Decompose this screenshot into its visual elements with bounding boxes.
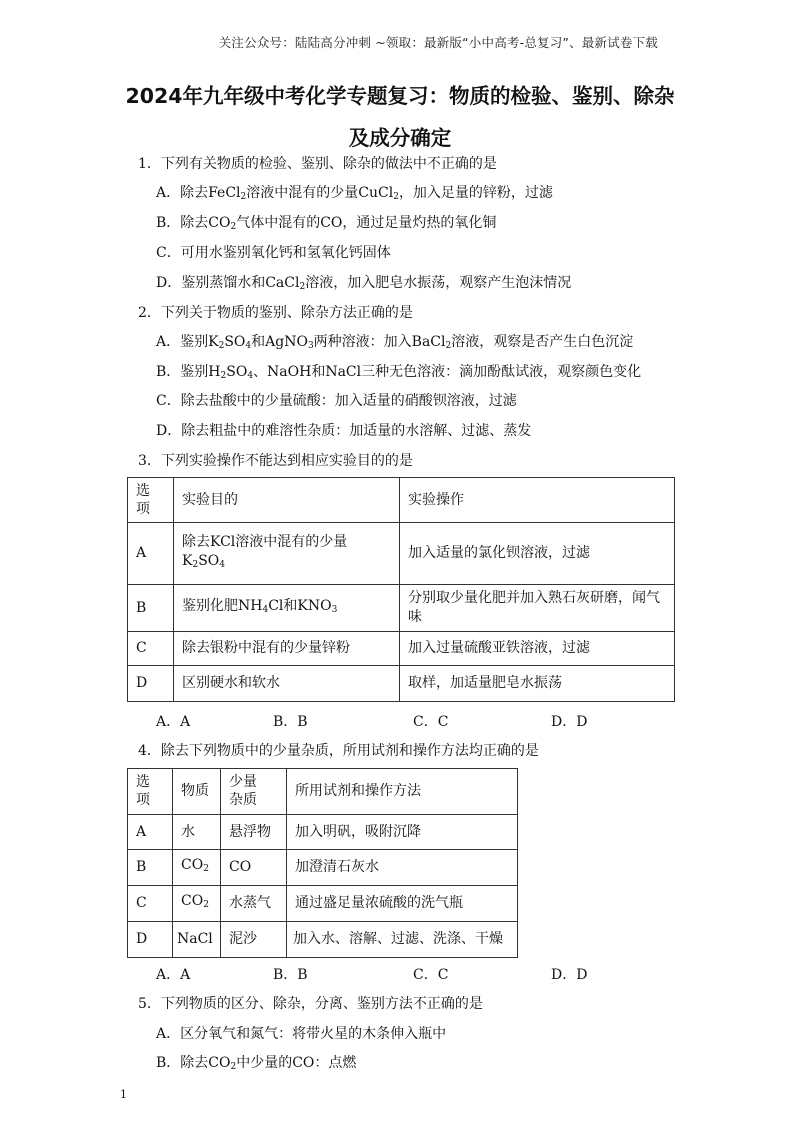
q2-option-c: C．除去盐酸中的少量硫酸：加入适量的硝酸钡溶液，过滤 — [156, 393, 517, 409]
q3-answer-a: A．A — [156, 714, 191, 730]
table-row: C $CO_2$ 水蒸气 通过盛足量浓硫酸的洗气瓶 — [128, 886, 518, 922]
page-number: 1 — [120, 1088, 127, 1101]
q4-answer-d: D．D — [551, 967, 588, 983]
question-1-stem: 1．下列有关物质的检验、鉴别、除杂的做法中不正确的是 — [138, 156, 497, 172]
header-operation: 实验操作 — [400, 478, 675, 523]
q1-option-c: C．可用水鉴别氧化钙和氢氧化钙固体 — [156, 245, 391, 261]
q5-option-a: A．区分氧气和氮气：将带火星的木条伸入瓶中 — [156, 1026, 447, 1042]
q1-option-a: A．除去FeCl$_2$溶液中混有的少量CuCl$_2$，加入足量的锌粉，过滤 — [156, 185, 553, 202]
table-row: D NaCl 泥沙 加入水、溶解、过滤、洗涤、干燥 — [128, 922, 518, 958]
question-5-stem: 5．下列物质的区分、除杂，分离、鉴别方法不正确的是 — [138, 996, 483, 1012]
page-header: 关注公众号：陆陆高分冲刺 ~领取：最新版“小中高考-总复习”、最新试卷下载 — [218, 35, 658, 50]
question-4-table — [127, 768, 518, 958]
q3-answer-d: D．D — [551, 714, 588, 730]
q1-option-d: D．鉴别蒸馏水和CaCl$_2$溶液，加入肥皂水振荡，观察产生泡沫情况 — [156, 275, 572, 292]
table-header-row — [128, 478, 675, 523]
table-row: D 区别硬水和软水 取样，加适量肥皂水振荡 — [128, 666, 675, 702]
table-row: B 鉴别化肥NH4Cl和KNO3 分别取少量化肥并加入熟石灰研磨，闻气味 — [128, 585, 675, 632]
goal-cell: 鉴别化肥NH4Cl和KNO3 — [174, 585, 400, 632]
q2-option-a: A．鉴别$K_2SO_4$和AgNO$_3$两种溶液：加入BaCl$_2$溶液，观察是否产生白色沉淀 — [156, 334, 634, 351]
q1-option-b: B．除去$CO_2$气体中混有的CO，通过足量灼热的氧化铜 — [156, 215, 497, 232]
header-goal: 实验目的 — [174, 478, 400, 523]
question-3-stem: 3．下列实验操作不能达到相应实验目的的是 — [138, 453, 413, 469]
q4-answer-b: B．B — [273, 967, 308, 983]
q5-option-b: B．除去$CO_2$中少量的CO：点燃 — [156, 1055, 357, 1072]
goal-cell: 除去KCl溶液中混有的少量 K2SO4 — [174, 523, 400, 585]
table-row: A 水 悬浮物 加入明矾，吸附沉降 — [128, 815, 518, 850]
question-4-stem: 4．除去下列物质中的少量杂质，所用试剂和操作方法均正确的是 — [138, 743, 539, 759]
q4-answer-a: A．A — [156, 967, 191, 983]
table-row: C 除去银粉中混有的少量锌粉 加入过量硫酸亚铁溶液，过滤 — [128, 632, 675, 666]
page-title-line2: 及成分确定 — [348, 126, 452, 150]
table-row: A 除去KCl溶液中混有的少量 K2SO4 加入适量的氯化钡溶液，过滤 — [128, 523, 675, 585]
question-3-table — [127, 477, 675, 702]
question-2-stem: 2．下列关于物质的鉴别、除杂方法正确的是 — [138, 305, 413, 321]
q3-answer-b: B．B — [273, 714, 308, 730]
q2-option-d: D．除去粗盐中的难溶性杂质：加适量的水溶解、过滤、蒸发 — [156, 423, 532, 439]
q3-answer-c: C．C — [413, 714, 449, 730]
page-title: 2024年九年级中考化学专题复习：物质的检验、鉴别、除杂 — [125, 84, 675, 108]
q2-option-b: B．鉴别$H_2SO_4$、NaOH和NaCl三种无色溶液：滴加酚酞试液，观察颜色变化 — [156, 364, 642, 381]
q4-answer-c: C．C — [413, 967, 449, 983]
table-header-row: 选项 物质 少量杂质 所用试剂和操作方法 — [128, 769, 518, 815]
header-option: 选项 — [128, 478, 174, 523]
table-row: B $CO_2$ CO 加澄清石灰水 — [128, 850, 518, 886]
